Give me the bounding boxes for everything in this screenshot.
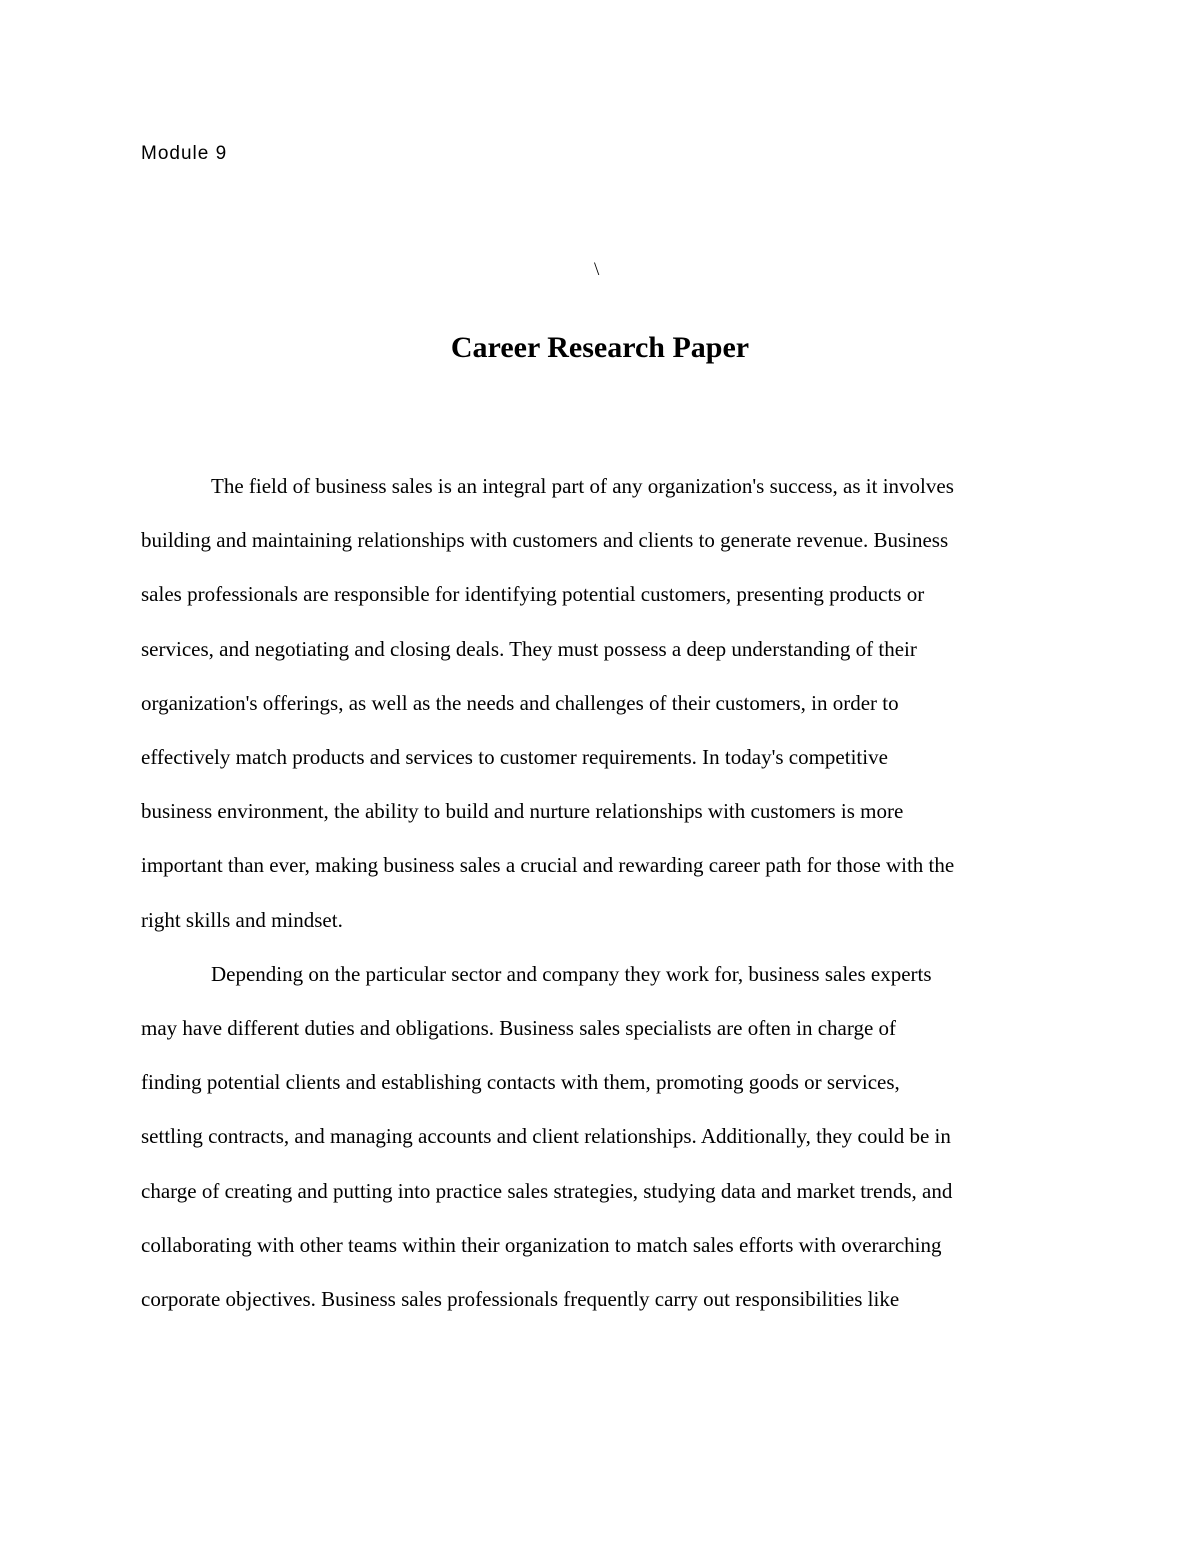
text-line: right skills and mindset. (141, 907, 343, 932)
body-text (141, 459, 1061, 1326)
text-line: collaborating with other teams within their organization to match sales efforts with overarching (141, 1232, 942, 1257)
text-line: The field of business sales is an integral part of any organization's success, as it involves (211, 474, 954, 498)
stray-backslash-mark: \ (594, 259, 600, 280)
paragraph-1 (141, 459, 1061, 947)
text-line: Depending on the particular sector and company they work for, business sales experts (211, 961, 932, 986)
text-line: business environment, the ability to build and nurture relationships with customers is more (141, 799, 904, 824)
text-line: may have different duties and obligations. Business sales specialists are often in charge of (141, 1016, 897, 1041)
text-line: settling contracts, and managing accounts and client relationships. Additionally, they could be in (141, 1124, 951, 1149)
module-header: Module 9 (141, 143, 228, 164)
text-line: sales professionals are responsible for identifying potential customers, presenting products or (141, 582, 925, 607)
text-line: organization's offerings, as well as the needs and challenges of their customers, in order to (141, 690, 899, 715)
text-line: corporate objectives. Business sales professionals frequently carry out responsibilities like (141, 1287, 900, 1312)
text-line: services, and negotiating and closing deals. They must possess a deep understanding of their (141, 636, 917, 661)
text-line: important than ever, making business sales a crucial and rewarding career path for those with the (141, 853, 955, 878)
text-line: charge of creating and putting into practice sales strategies, studying data and market trends, and (141, 1178, 953, 1203)
text-line: building and maintaining relationships with customers and clients to generate revenue. Business (141, 528, 949, 553)
paper-title: Career Research Paper (450, 331, 750, 364)
text-line: effectively match products and services to customer requirements. In today's competitive (141, 745, 888, 770)
text-line: finding potential clients and establishing contacts with them, promoting goods or services, (141, 1070, 900, 1095)
paragraph-2 (141, 947, 1061, 1326)
